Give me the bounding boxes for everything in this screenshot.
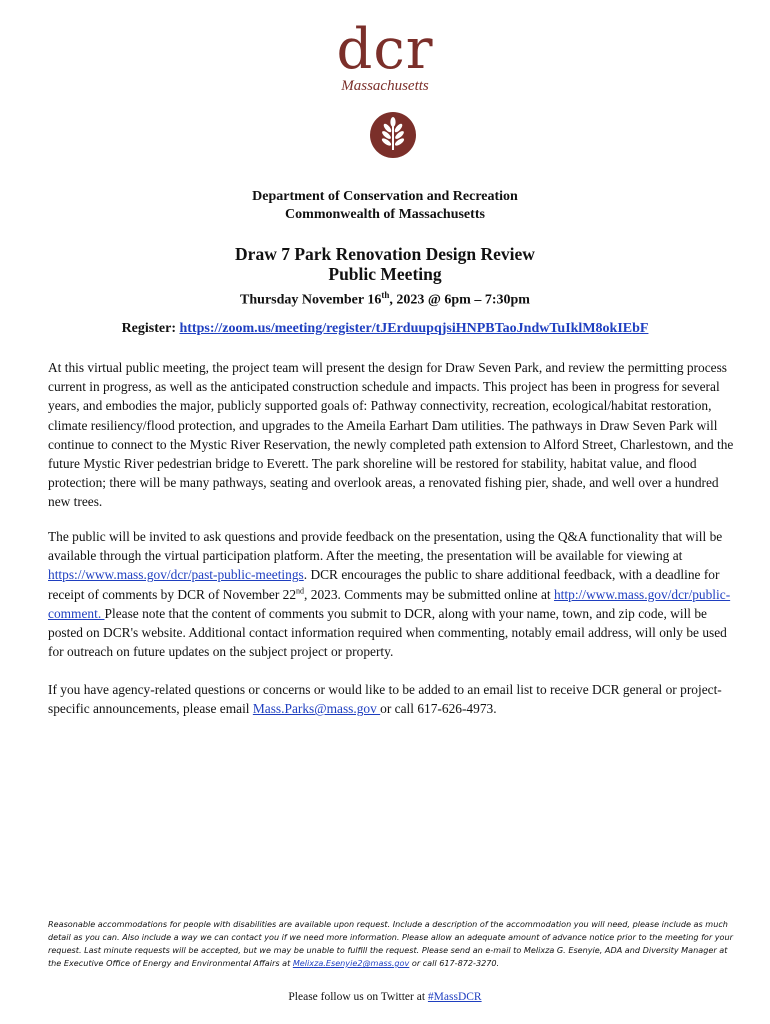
- public-comment-link[interactable]: http://www.mass.gov/dcr/public-comment.: [48, 586, 731, 621]
- paragraph-feedback: [48, 527, 738, 661]
- accommodations-footnote: [48, 918, 738, 970]
- organization-heading: [0, 188, 770, 224]
- date-prefix: Thursday November 16: [240, 292, 382, 308]
- register-line: [0, 320, 770, 338]
- meeting-title: [0, 244, 770, 284]
- past-meetings-link[interactable]: https://www.mass.gov/dcr/past-public-meetings: [48, 567, 304, 583]
- paragraph-overview: At this virtual public meeting, the project team will present the design for Draw Seven Park, and review the permitting process current in progress, as well as the anticipated construction schedule and impacts. This project has been in progress for several years, and embodies the major, publicly supported goals of: Pathway connectivity, recreation, ecological/habitat restoration, climate resiliency/flood protection, and upgrades to the Ameila Earhart Dam utilities. The pathways in Draw Seven Park will continue to connect to the Mystic River Reservation, the newly completed path extension to Alford Street, Charlestown, and the future Mystic River pedestrian bridge to Everett. The park shoreline will be restored for stability, habitat value, and flood protection; there will be many pathways, seating and overlook areas, a renovated fishing pier, shade, and well over a hundred new trees.: [48, 360, 734, 510]
- paragraph-contact: [48, 680, 738, 718]
- contact-text-2: or call 617-626-4973.: [380, 701, 497, 717]
- footnote-text-2: or call 617-872-3270.: [409, 958, 500, 968]
- logo-dcr-text: dcr: [336, 17, 434, 82]
- feedback-text-1: The public will be invited to ask questions and provide feedback on the presentation, using the Q&A functionality that will be available through the virtual participation platform. After the meeting, the presentation will be available for viewing at: [48, 529, 723, 564]
- logo-state-text: Massachusetts: [341, 78, 429, 94]
- date-suffix: , 2023 @ 6pm – 7:30pm: [389, 292, 530, 308]
- feedback-text-3: , 2023. Comments may be submitted online at: [304, 586, 554, 602]
- footnote-text-1: Reasonable accommodations for people with disabilities are available upon request. Include a description of the accommodation you will need, please include as much detail as you can. Also include a way we can contact you if we need more information. Please allow an adequate amount of advance notice prior to the meeting for your request. Last minute requests will be accepted, but we may be unable to fulfill the request. Please send an e-mail to Melixza G. Esenyie, ADA and Diversity Manager at the Executive Office of Energy and Environmental Affairs at: [48, 919, 733, 968]
- register-link[interactable]: https://zoom.us/meeting/register/tJErduupqjsiHNPBTaoJndwTuIklM8okIEbF: [179, 321, 649, 336]
- twitter-follow-line: [0, 990, 770, 1004]
- feedback-text-4: Please note that the content of comments you submit to DCR, along with your name, town, and zip code, will be posted on DCR's website. Additional contact information required when commenting, notably email address, will only be used for outreach on future updates on the subject project or property.: [48, 605, 727, 660]
- meeting-date: [0, 286, 770, 310]
- dcr-logo: [0, 17, 770, 94]
- twitter-handle-link[interactable]: #MassDCR: [427, 991, 482, 1003]
- org-line-2: Commonwealth of Massachusetts: [285, 207, 485, 222]
- org-line-1: Department of Conservation and Recreation: [252, 189, 518, 204]
- mass-parks-email-link[interactable]: Mass.Parks@mass.gov: [252, 701, 381, 717]
- contact-text-1: If you have agency-related questions or concerns or would like to be added to an email list to receive DCR general or project-specific announcements, please email: [48, 682, 722, 717]
- deadline-superscript: nd: [296, 586, 305, 596]
- leaf-seal-icon: [369, 111, 417, 159]
- feedback-text-2: . DCR encourages the public to share additional feedback, with a deadline for receipt of comments by DCR of November 22: [48, 567, 720, 602]
- title-line-1: Draw 7 Park Renovation Design Review: [235, 244, 535, 264]
- title-line-2: Public Meeting: [328, 264, 442, 284]
- register-label: Register:: [121, 321, 180, 336]
- date-superscript: th: [381, 290, 390, 300]
- follow-text: Please follow us on Twitter at: [288, 991, 428, 1003]
- ada-email-link[interactable]: Melixza.Esenyie2@mass.gov: [292, 958, 410, 968]
